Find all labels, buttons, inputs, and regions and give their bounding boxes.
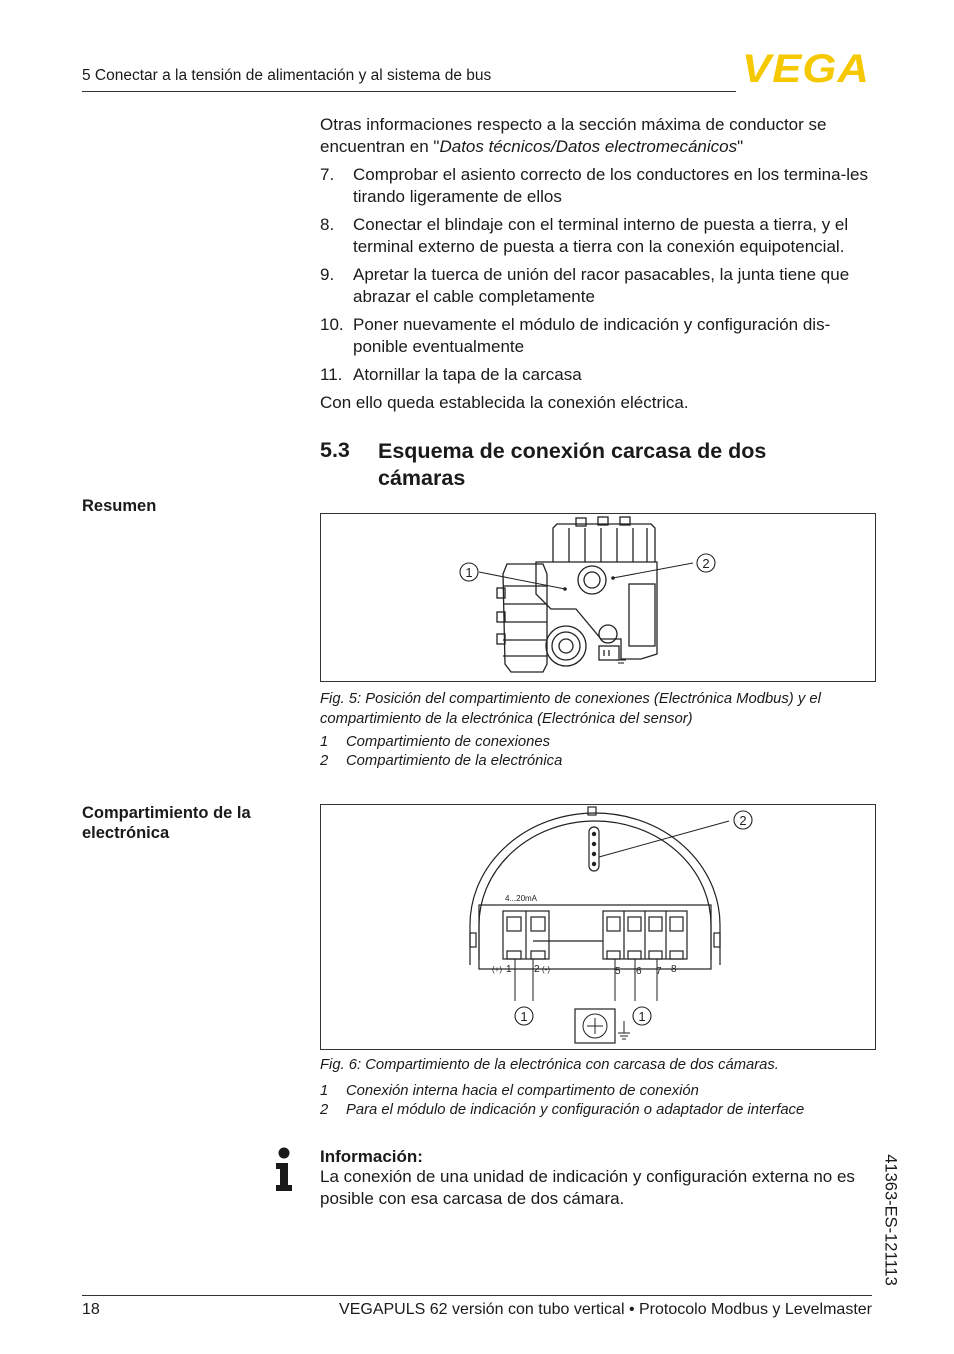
plus-label: (+) bbox=[492, 965, 502, 974]
legend-item: 1 Compartimiento de conexiones bbox=[320, 734, 550, 750]
terminal-label: 8 bbox=[671, 964, 677, 975]
step-text: Comprobar el asiento correcto de los conductores en los termina-les tirando ligeramente de ellos bbox=[353, 165, 868, 206]
step-text: Poner nuevamente el módulo de indicación y configuración dis-ponible eventualmente bbox=[353, 315, 831, 356]
step-text: Apretar la tuerca de unión del racor pasacables, la junta tiene que abrazar el cable completamente bbox=[353, 265, 850, 306]
callout-2 bbox=[734, 811, 752, 829]
list-item bbox=[320, 214, 880, 258]
callout-2 bbox=[697, 554, 715, 572]
step-number: 7. bbox=[320, 165, 335, 184]
step-number: 11. bbox=[320, 365, 343, 384]
svg-text:2: 2 bbox=[702, 556, 710, 571]
terminal-label: 6 bbox=[636, 966, 642, 977]
closing-paragraph: Con ello queda establecida la conexión eléctrica. bbox=[320, 393, 689, 412]
terminal-label: 5 bbox=[615, 966, 621, 977]
page-number: 18 bbox=[82, 1301, 100, 1318]
callout-1-right bbox=[633, 1007, 651, 1025]
running-header: 5 Conectar a la tensión de alimentación y al sistema de bus bbox=[82, 67, 492, 84]
step-text: Conectar el blindaje con el terminal interno de puesta a tierra, y el terminal externo de puesta a tierra con la conexión equipotencial. bbox=[353, 215, 849, 256]
figure-caption: Fig. 6: Compartimiento de la electrónica con carcasa de dos cámaras. bbox=[320, 1057, 779, 1073]
svg-text:1: 1 bbox=[520, 1009, 528, 1024]
header-rule bbox=[82, 91, 736, 92]
minus-label: (-) bbox=[542, 965, 550, 974]
legend-item: 2 Compartimiento de la electrónica bbox=[320, 753, 563, 769]
info-icon bbox=[273, 1147, 295, 1193]
document-id: 41363-ES-121113 bbox=[881, 1154, 900, 1286]
current-label: 4...20mA bbox=[505, 894, 538, 903]
list-item bbox=[320, 264, 880, 308]
svg-text:1: 1 bbox=[465, 565, 473, 580]
step-number: 10. bbox=[320, 315, 344, 334]
info-text: La conexión de una unidad de indicación y configuración externa no es posible con esa carcasa de dos cámara. bbox=[320, 1167, 855, 1208]
svg-text:2: 2 bbox=[739, 813, 747, 828]
terminal-label: 2 bbox=[534, 964, 540, 975]
callout-1-left bbox=[515, 1001, 533, 1025]
section-title: Esquema de conexión carcasa de dos cámaras bbox=[378, 439, 767, 490]
terminal-label: 1 bbox=[506, 964, 512, 975]
vega-logo bbox=[742, 49, 872, 85]
figure-caption: Fig. 5: Posición del compartimiento de conexiones (Electrónica Modbus) y el compartimiento de la electrónica (Electrónica del sensor) bbox=[320, 691, 821, 727]
electronics-drawing bbox=[321, 805, 875, 1049]
info-title: Información: bbox=[320, 1147, 423, 1166]
figure-electronics-compartment bbox=[320, 804, 876, 1050]
svg-text:1: 1 bbox=[638, 1009, 646, 1024]
intro-paragraph: Otras informaciones respecto a la sección máxima de conductor se encuentran en "Datos técnicos/Datos electromecánicos" bbox=[320, 115, 827, 156]
side-heading-electronics: Compartimiento de la electrónica bbox=[82, 804, 251, 842]
footer-title: VEGAPULS 62 versión con tubo vertical • Protocolo Modbus y Levelmaster bbox=[339, 1301, 872, 1318]
legend-item: 2 Para el módulo de indicación y configuración o adaptador de interface bbox=[320, 1102, 805, 1118]
step-number: 9. bbox=[320, 265, 335, 284]
step-number: 8. bbox=[320, 215, 335, 234]
legend-item: 1 Conexión interna hacia el compartimento de conexión bbox=[320, 1083, 699, 1099]
side-heading-overview: Resumen bbox=[82, 497, 157, 515]
footer-rule bbox=[82, 1295, 872, 1296]
list-item bbox=[320, 364, 880, 386]
figure-housing bbox=[320, 513, 876, 682]
list-item bbox=[320, 314, 880, 358]
terminal-label: 7 bbox=[656, 966, 662, 977]
housing-drawing bbox=[321, 514, 875, 681]
list-item bbox=[320, 164, 880, 208]
callout-1 bbox=[460, 563, 478, 581]
svg-text:VEGA: VEGA bbox=[742, 49, 870, 85]
step-text: Atornillar la tapa de la carcasa bbox=[353, 365, 582, 384]
section-number: 5.3 bbox=[320, 438, 350, 462]
